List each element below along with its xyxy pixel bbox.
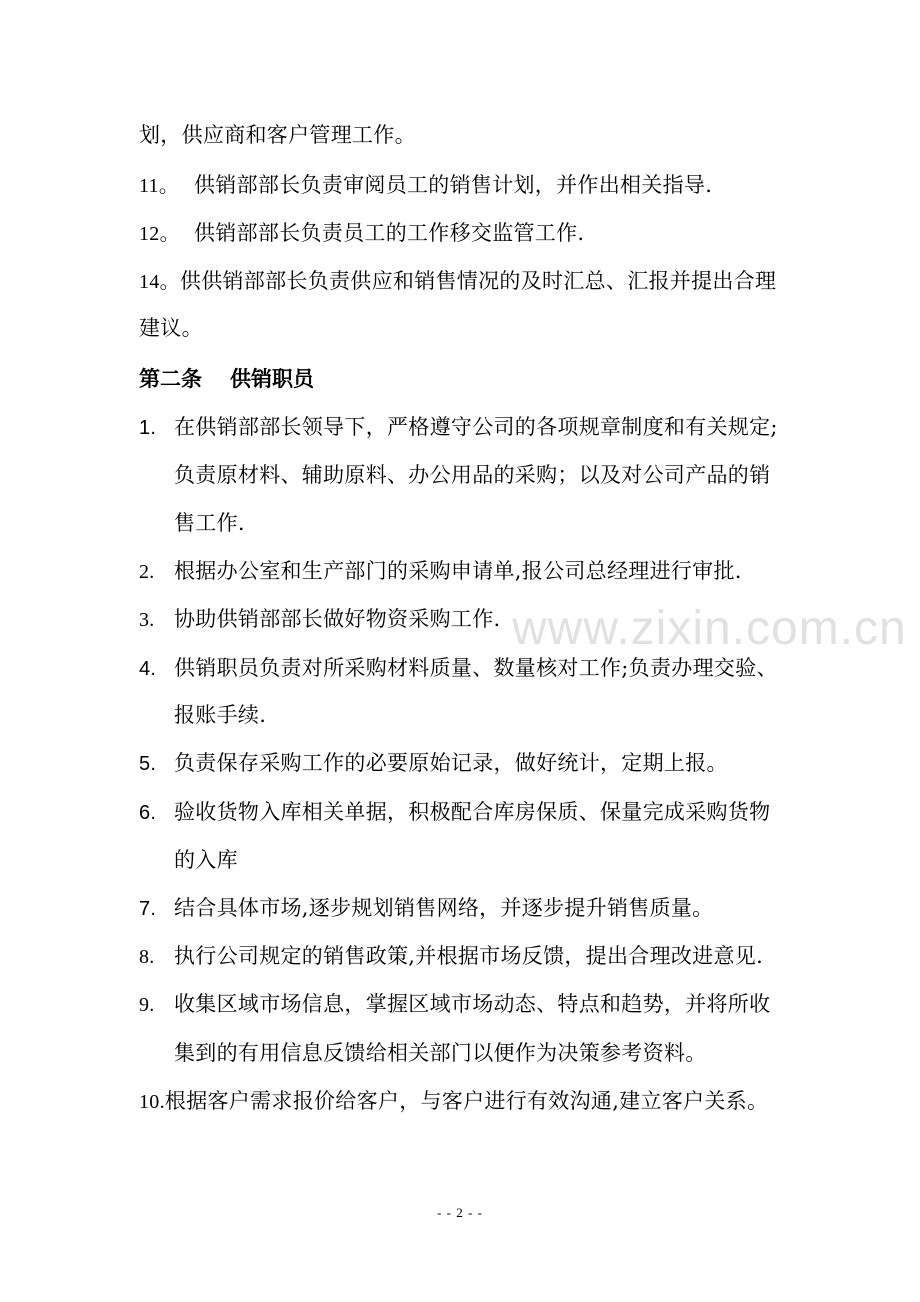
list-text: 供销职员负责对所采购材料质量、数量核对工作;负责办理交验、 bbox=[174, 656, 778, 680]
list-item-2 bbox=[139, 556, 742, 587]
list-number: 4. bbox=[139, 658, 157, 680]
list-item-5 bbox=[139, 748, 728, 779]
list-item-9 bbox=[139, 989, 770, 1020]
list-number: 14。 bbox=[139, 271, 180, 293]
heading-title: 供销职员 bbox=[230, 367, 314, 391]
list-number: 10. bbox=[139, 1091, 165, 1113]
list-text: 根据客户需求报价给客户，与客户进行有效沟通,建立客户关系。 bbox=[164, 1089, 769, 1113]
list-text: 在供销部部长领导下，严格遵守公司的各项规章制度和有关规定; bbox=[174, 415, 778, 439]
list-item-1 bbox=[139, 412, 778, 443]
list-item-4 bbox=[139, 653, 778, 684]
list-text: 结合具体市场,逐步规划销售网络，并逐步提升销售质量。 bbox=[174, 896, 714, 920]
list-number: 8. bbox=[139, 946, 155, 968]
list-number: 11。 bbox=[139, 175, 180, 197]
list-item-8 bbox=[139, 941, 763, 972]
section-heading bbox=[139, 364, 314, 394]
list-item-9-line-2: 集到的有用信息反馈给相关部门以便作为决策参考资料。 bbox=[174, 1041, 707, 1065]
list-text: 收集区域市场信息，掌握区域市场动态、特点和趋势，并将所收 bbox=[174, 992, 771, 1016]
list-item-1-line-2: 负责原材料、辅助原料、办公用品的采购；以及对公司产品的销 bbox=[174, 463, 771, 487]
list-item-14-continuation: 建议。 bbox=[139, 316, 203, 340]
list-text: 执行公司规定的销售政策,并根据市场反馈，提出合理改进意见. bbox=[174, 944, 764, 968]
list-text: 验收货物入库相关单据，积极配合库房保质、保量完成采购货物 bbox=[174, 800, 771, 824]
list-item-11 bbox=[139, 170, 712, 201]
list-item-3 bbox=[139, 604, 500, 635]
list-number: 12。 bbox=[139, 223, 180, 245]
list-number: 2. bbox=[139, 561, 155, 583]
list-number: 1. bbox=[139, 417, 157, 439]
list-item-1-line-3: 售工作. bbox=[174, 511, 245, 535]
watermark-logo: www.zixin.com.cn bbox=[512, 602, 907, 655]
list-number: 5. bbox=[139, 753, 157, 775]
list-item-14 bbox=[139, 266, 776, 297]
page-number-footer: - - 2 - - bbox=[437, 1205, 483, 1220]
list-text: 根据办公室和生产部门的采购申请单,报公司总经理进行审批. bbox=[174, 559, 742, 583]
list-text: 供销部部长负责审阅员工的销售计划，并作出相关指导. bbox=[194, 173, 713, 197]
heading-article: 第二条 bbox=[139, 367, 202, 391]
list-text: 负责保存采购工作的必要原始记录，做好统计，定期上报。 bbox=[174, 751, 728, 775]
list-number: 6. bbox=[139, 802, 157, 824]
list-number: 7. bbox=[139, 898, 157, 920]
list-item-10 bbox=[139, 1086, 768, 1117]
list-number: 3. bbox=[139, 609, 155, 631]
intro-line: 划，供应商和客户管理工作。 bbox=[139, 123, 416, 147]
list-text: 供供销部部长负责供应和销售情况的及时汇总、汇报并提出合理 bbox=[179, 269, 777, 293]
list-number: 9. bbox=[139, 994, 155, 1016]
list-item-4-line-2: 报账手续. bbox=[174, 703, 267, 727]
list-text: 供销部部长负责员工的工作移交监管工作. bbox=[194, 221, 585, 245]
list-item-6 bbox=[139, 797, 770, 828]
list-item-7 bbox=[139, 893, 713, 924]
list-item-6-line-2: 的入库 bbox=[174, 848, 238, 872]
list-item-12 bbox=[139, 218, 584, 249]
list-text: 协助供销部部长做好物资采购工作. bbox=[174, 607, 501, 631]
